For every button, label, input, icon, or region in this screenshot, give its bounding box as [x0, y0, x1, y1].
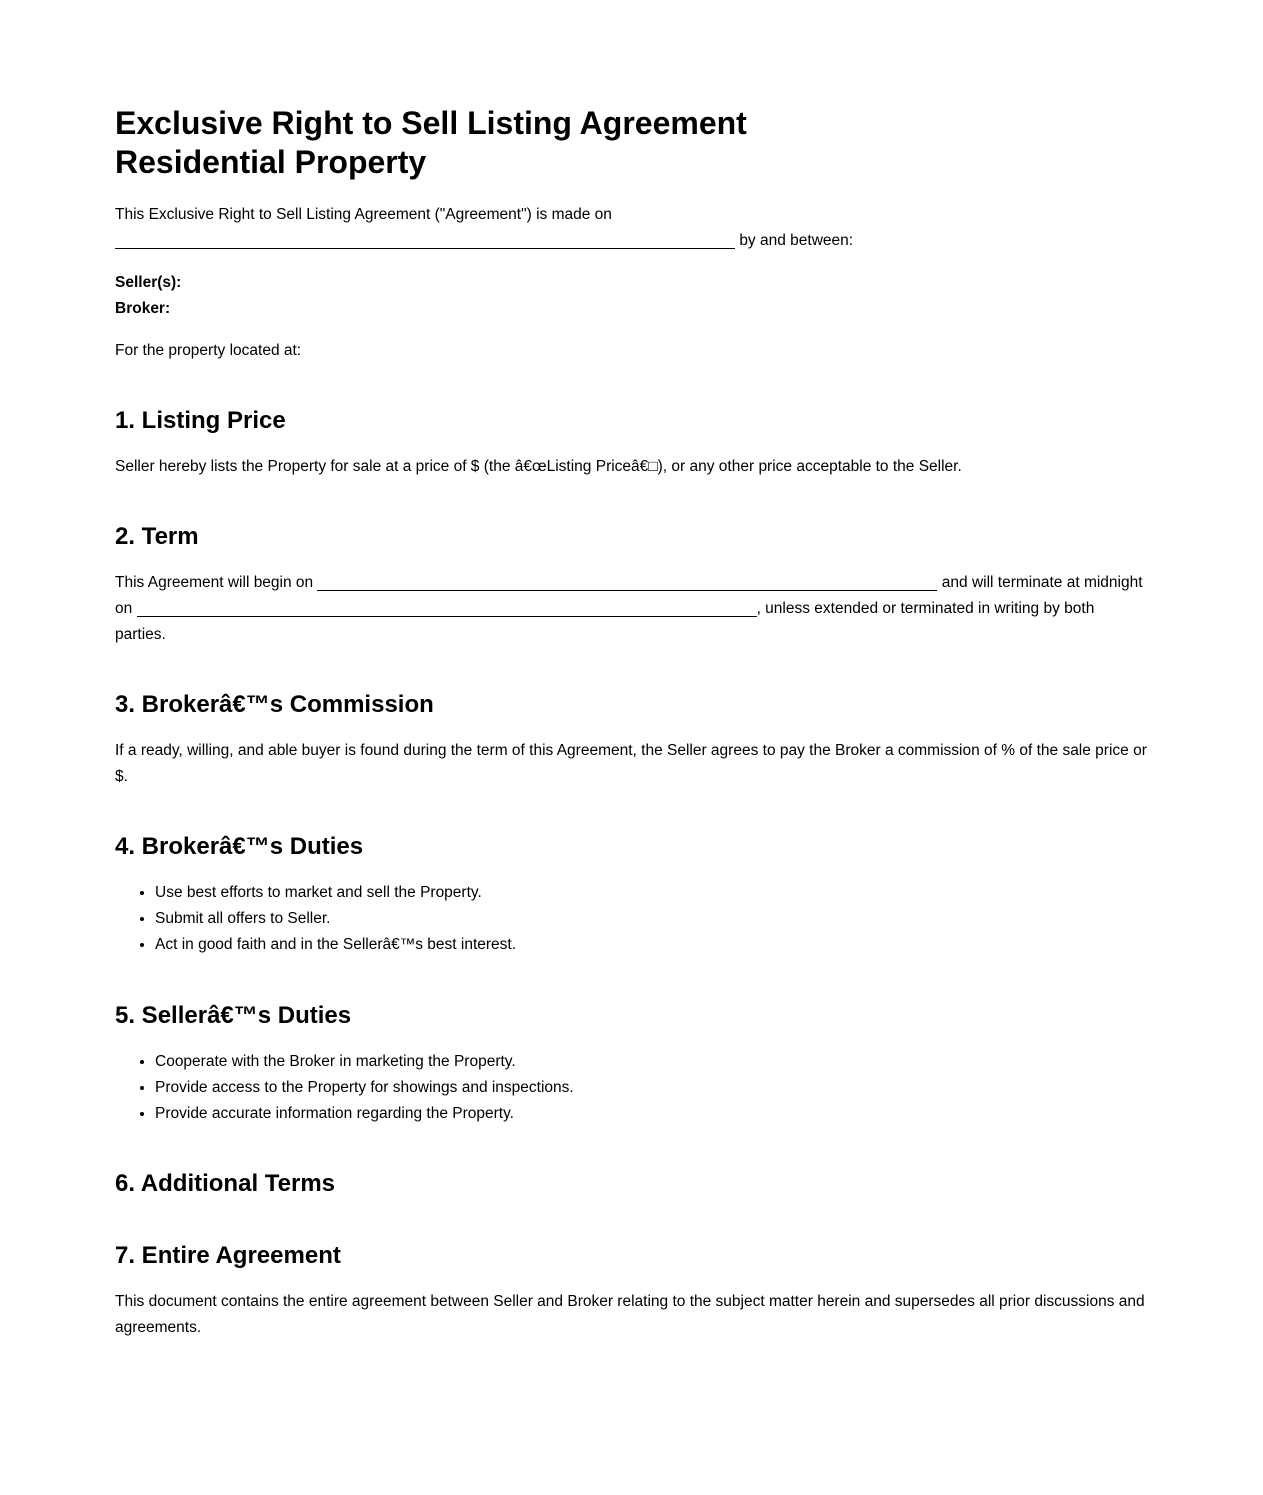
intro-made-on-paragraph — [115, 202, 1148, 254]
broker-label-line — [115, 296, 1148, 322]
document-title — [115, 104, 1148, 182]
listing-price-body: Seller hereby lists the Property for sale at a price of $ (the â€œListing Priceâ€□), or any other price acceptable to the Seller. — [115, 458, 962, 476]
property-location-text: For the property located at: — [115, 342, 302, 360]
section-heading-seller-duties: 5. Sellerâ€™s Duties — [115, 1001, 352, 1029]
list-item: • Act in good faith and in the Sellerâ€™s best interest. — [155, 932, 1148, 958]
made-on-text: This Exclusive Right to Sell Listing Agreement ("Agreement") is made on — [115, 206, 612, 224]
seller-duties-list — [115, 1049, 1148, 1127]
parties-block — [115, 270, 1148, 322]
broker-label: Broker: — [115, 300, 171, 318]
section-heading-term: 2. Term — [115, 523, 199, 551]
seller-label: Seller(s): — [115, 274, 182, 292]
title-line-1: Exclusive Right to Sell Listing Agreement — [115, 105, 747, 141]
term-end-date-blank — [137, 601, 757, 617]
section-heading-additional-terms: 6. Additional Terms — [115, 1169, 336, 1197]
list-item: • Provide access to the Property for showings and inspections. — [155, 1075, 1148, 1101]
list-item: • Cooperate with the Broker in marketing the Property. — [155, 1049, 1148, 1075]
term-end-text: , unless extended or terminated in writing by both parties. — [115, 600, 1095, 644]
term-paragraph — [115, 570, 1148, 648]
section-heading-commission: 3. Brokerâ€™s Commission — [115, 691, 434, 719]
seller-label-line — [115, 270, 1148, 296]
title-line-2: Residential Property — [115, 144, 427, 181]
commission-body: If a ready, willing, and able buyer is found during the term of this Agreement, the Seller agrees to pay the Broker a commission of % of the sale price or $. — [115, 742, 1147, 786]
list-item: • Use best efforts to market and sell the Property. — [155, 880, 1148, 906]
term-begin-date-blank — [317, 575, 937, 591]
list-item: • Submit all offers to Seller. — [155, 906, 1148, 932]
entire-agreement-body: This document contains the entire agreement between Seller and Broker relating to the subject matter herein and supersedes all prior discussions and agreements. — [115, 1292, 1145, 1336]
list-item: • Provide accurate information regarding the Property. — [155, 1101, 1148, 1127]
section-heading-broker-duties: 4. Brokerâ€™s Duties — [115, 833, 364, 861]
made-on-date-blank — [115, 233, 735, 249]
term-middle-text: and will terminate at midnight on — [115, 574, 1143, 618]
broker-duties-list — [115, 880, 1148, 958]
section-heading-entire-agreement: 7. Entire Agreement — [115, 1241, 341, 1269]
by-and-between-text: by and between: — [739, 232, 854, 250]
term-begin-text: This Agreement will begin on — [115, 574, 314, 592]
section-heading-listing-price: 1. Listing Price — [115, 407, 286, 435]
